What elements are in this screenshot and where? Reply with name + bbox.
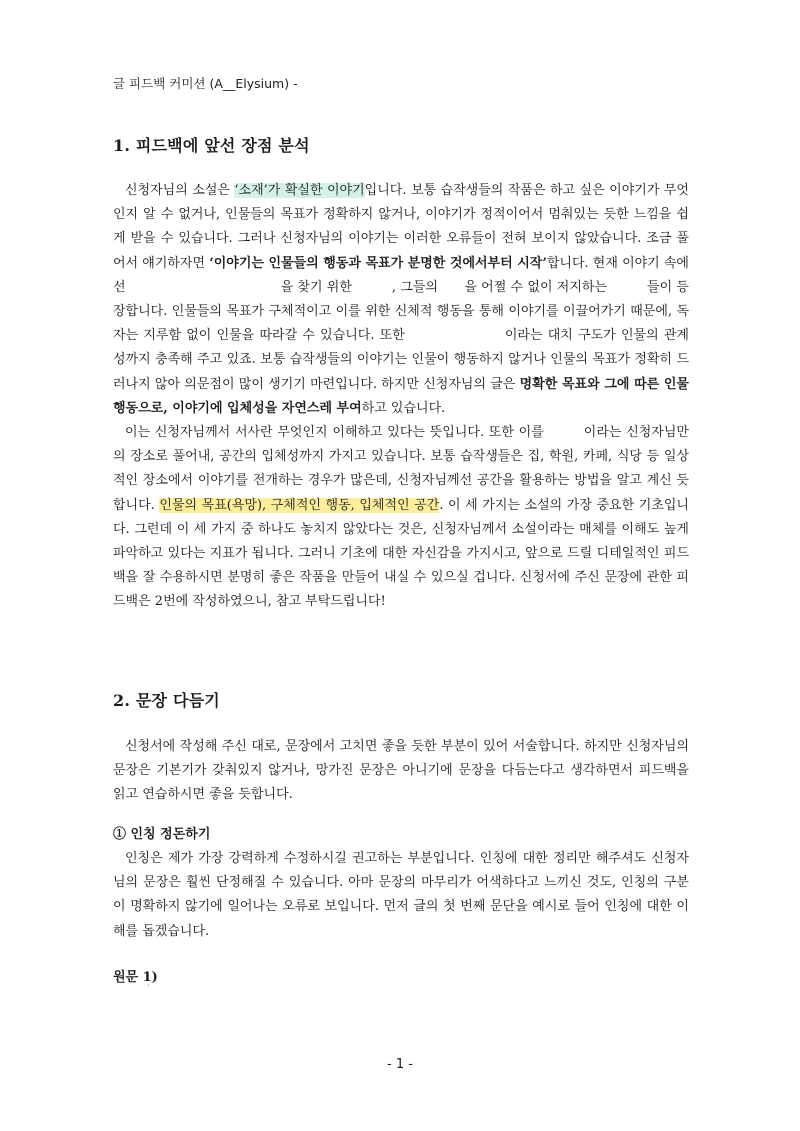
text-run: 신청자님의 소설은 xyxy=(125,183,235,198)
original-text-label: 원문 1) xyxy=(113,970,158,985)
text-run: 을 찾기 위한 xyxy=(280,279,352,295)
section1-paragraph-2 xyxy=(113,421,689,615)
text-run: 을 어쩔 수 없이 저지하는 xyxy=(464,279,608,295)
text-run: 이는 신청자님께서 서사란 무엇인지 이해하고 있다는 뜻입니다. 또한 이를 xyxy=(125,425,544,441)
bold-phrase: 명확한 목표와 그에 따른 인물 행동으로, 이야기에 입체성을 자연스레 부여 xyxy=(113,376,689,416)
section1-paragraph-1 xyxy=(113,179,689,421)
section1-title: 1. 피드백에 앞선 장점 분석 xyxy=(113,136,310,155)
highlight-mint: ‘소재’가 확실한 이야기 xyxy=(234,183,365,198)
text-run: 하고 있습니다. xyxy=(361,400,446,416)
section2-intro xyxy=(113,735,689,808)
subsection-paragraph: 인칭은 제가 가장 강력하게 수정하시길 권고하는 부분입니다. 인칭에 대한 정리만 해주셔도 신청자님의 문장은 훨씬 단정해질 수 있습니다. 아마 문장의 마무리가 어색하다고 느끼신 것도, 인칭의 구분이 명확하지 않기에 일어나는 오류로 보입니다. 먼저 글의 첫 번째 문단을 예시로 들어 인칭에 대한 이해를 돕겠습니다. xyxy=(113,851,689,939)
section2-title: 2. 문장 다듬기 xyxy=(113,691,220,710)
text-run: 이라는 신청자님만의 장소로 풀어내, 공간의 입체성까지 가지고 있습니다. 보통 습작생들은 집, 학원, 카페, 식당 등 일상적인 장소에서 이야기를 전개하는 경우가 많은데, 신청자님께선 공간을 활용하는 방법을 알고 계신 듯합니다. xyxy=(113,425,689,513)
section2-intro-paragraph: 신청서에 작성해 주신 대로, 문장에서 고치면 좋을 듯한 부분이 있어 서술합니다. 하지만 신청자님의 문장은 기본기가 갖춰있지 않거나, 망가진 문장은 아니기에 문장을 다듬는다고 생각하면서 피드백을 읽고 연습하시면 좋을 듯합니다. xyxy=(113,739,689,803)
page-header: 글 피드백 커미션 (A__Elysium) - xyxy=(113,76,298,91)
text-run: 이라는 대치 구도가 인물의 관계성까지 충족해 주고 있죠. 보통 습작생들의 이야기는 인물이 행동하지 않거나 인물의 목표가 정확히 드러나지 않아 의문점이 많이 생기기 마련입니다. 하지만 신청자님의 글은 xyxy=(113,328,689,392)
text-run: , 그들의 xyxy=(391,279,439,295)
text-run: 합니다. 현재 이야기 속에선 xyxy=(113,255,689,295)
page-number: - 1 - xyxy=(387,1057,413,1072)
subsection-body xyxy=(113,847,689,944)
text-run: 들이 등장합니다. 인물들의 목표가 구체적이고 이를 위한 신체적 행동을 통해 이야기를 이끌어가기 때문에, 독자는 지루함 없이 인물을 따라갈 수 있습니다. 또한 xyxy=(113,279,689,344)
original-text-mark: ˙ xyxy=(146,984,151,995)
highlight-yellow: 인물의 목표(욕망), 구체적인 행동, 입체적인 공간 xyxy=(159,497,440,513)
bold-phrase: ‘이야기는 인물들의 행동과 목표가 분명한 것에서부터 시작’ xyxy=(209,255,547,271)
text-run: . 이 세 가지는 소설의 가장 중요한 기초입니다. 그런데 이 세 가지 중 하나도 놓치지 않았다는 것은, 신청자님께서 소설이라는 매체를 이해도 높게 파악하고 있다는 지표가 됩니다. 그러니 기초에 대한 자신감을 가지시고, 앞으로 드릴 디테일적인 피드백을 잘 수용하시면 분명히 좋은 작품을 만들어 내실 수 있으실 겁니다. 신청서에 주신 문장에 관한 피드백은 2번에 작성하였으니, 참고 부탁드립니다! xyxy=(113,497,689,610)
subsection-title: ① 인칭 정돈하기 xyxy=(113,827,211,842)
section1-body xyxy=(113,179,689,615)
text-run: 입니다. 보통 습작생들의 작품은 하고 싶은 이야기가 무엇인지 알 수 없거나, 인물들의 목표가 정확하지 않거나, 이야기가 정적이어서 멈춰있는 듯한 느낌을 쉽게 받을 수 있습니다. 그러나 신청자님의 이야기는 이러한 오류들이 전혀 보이지 않았습니다. 조금 풀어서 얘기하자면 xyxy=(113,183,689,271)
